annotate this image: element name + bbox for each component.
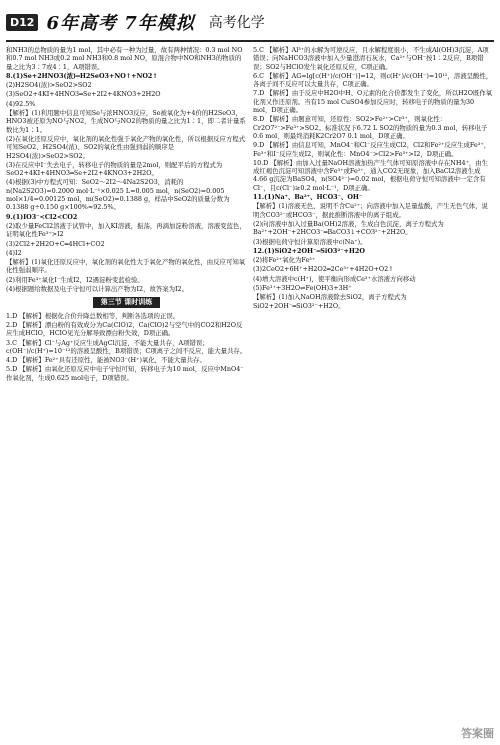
answer-item: (2)取少量FeCl2溶液于试管中，加入KI溶液，振荡，再滴加淀粉溶液，溶液变蓝色，证明氧化性Fe³⁺>I2	[6, 221, 246, 239]
left-column	[6, 46, 247, 383]
answer-item: (3)2Cl2+2H2O+C═4HCl+CO2	[6, 239, 105, 248]
section-title: 第三节 课时训练	[93, 297, 160, 307]
right-column	[253, 46, 494, 383]
analysis-paragraph: (4)根据题给数据及电子守恒可以计算出产物为I2，故答案为I2。	[6, 285, 188, 294]
answer-item: 3.C 【解析】Cl⁻与Ag⁺反应生成AgCl沉淀，不能大量共存，A项错误；c(OH⁻)/c(H⁺)=10⁻¹²的溶液呈酸性，B项错误；C项离子之间不反应，能大量共存。	[6, 338, 247, 355]
answer-item: 9.D 【解析】由信息可知，MnO4⁻和Cl⁻反应生成Cl2，Cl2和Fe²⁺反应生成Fe³⁺，Fe³⁺和I⁻反应生成I2，则氧化性：MnO4⁻>Cl2>Fe³⁺>I2，D项正确。	[253, 141, 491, 158]
answer-item: 2.D 【解析】漂白粉的有效成分为Ca(ClO)2，Ca(ClO)2与空气中的CO2和H2O反应生成HClO，HClO见光分解导致漂白粉失效，D项正确。	[6, 320, 243, 338]
analysis-paragraph: (4)根据(3)中方程式可知：SeO2～2I2～4Na2S2O3，消耗的n(Na2S2O3)=0.2000 mol·L⁻¹×0.025 L=0.005 mol，n(SeO2)=0.005 mol×1/4=0.00125 mol，m(SeO2)=0.1388 g，样品中SeO2的质量分数为0.1388 g÷0.150 g×100%≈92.5%。	[6, 178, 230, 212]
analysis-paragraph: (2)利用Fe³⁺氧化I⁻生成I2，I2遇淀粉变蓝检验。	[6, 275, 144, 284]
analysis-paragraph: (2)在氧化还原反应中，氧化剂的氧化性强于氧化产物的氧化性，所以根据反应方程式可知SeO2、H2SO4(浓)、SO2的氧化性由强到弱的顺序是H2SO4(浓)>SeO2>SO2。	[6, 134, 246, 160]
analysis-paragraph: (2)向溶液中加入过量Ba(OH)2溶液，生成白色沉淀，离子方程式为Ba²⁺+2OH⁻+2HCO3⁻═BaCO3↓+CO3²⁻+2H2O。	[253, 219, 444, 237]
answer-item: 6.C 【解析】AG=lg[c(H⁺)/c(OH⁻)]=12，则c(H⁺)/c(OH⁻)=10¹²，溶液呈酸性，各离子间不反应可以大量共存，C项正确。	[253, 71, 493, 89]
answer-item: 11.(1)Na⁺、Ba²⁺、HCO3⁻、OH⁻	[253, 193, 363, 202]
analysis-paragraph: 【解析】(1)氧化还原反应中，氧化剂的氧化性大于氧化产物的氧化性，由反应可知氧化性强弱顺序。	[6, 258, 246, 275]
answer-item: (3)2CeO2+6H⁺+H2O2═2Ce³⁺+4H2O+O2↑	[253, 265, 394, 274]
answer-item: (2)将Fe²⁺氧化为Fe³⁺	[253, 256, 316, 265]
answer-item: (2)H2SO4(浓)>SeO2>SO2	[6, 81, 92, 90]
analysis-paragraph: 【解析】(1)加入NaOH溶液除去SiO2，离子方程式为SiO2+2OH⁻═SiO3²⁻+H2O。	[253, 293, 407, 310]
answer-item: 5.C 【解析】Al³⁺的水解为可逆反应，且水解程度很小，不生成Al(OH)3沉淀，A项错误；向NaHCO3溶液中加入少量澄清石灰水，Ca²⁺与OH⁻按1∶2反应，B项错误；SO2与HClO发生氧化还原反应，C项正确。	[253, 46, 489, 71]
answer-item: 10.D 【解析】由加入过量NaOH溶液加热产生气体可知原溶液中存在NH4⁺，由生成红褐色沉淀可知溶液中含Fe³⁺或Fe²⁺，通入CO2无现象，加入BaCl2溶液生成4.66 g沉淀为BaSO4，n(SO4²⁻)=0.02 mol，根据电荷守恒可知溶液中一定含有Cl⁻，且c(Cl⁻)≥0.2 mol·L⁻¹，D项正确。	[253, 158, 489, 192]
section-title-bar	[6, 297, 247, 307]
analysis-paragraph: (3)在反应中I⁻失去电子，转移电子的物质的量是2mol，则配平后的方程式为SeO2+4KI+4HNO3═Se+2I2+4KNO3+2H2O。	[6, 160, 223, 178]
answer-item: 1.D 【解析】根据化合价升降总数相等，判断各选项的正误。	[6, 311, 180, 320]
analysis-paragraph: 【解析】(1)溶液无色，说明不含Cu²⁺；向溶液中加入足量盐酸，产生无色气体，说明含CO3²⁻或HCO3⁻，据此推断溶液中的离子组成。	[253, 202, 488, 219]
answer-item: 7.D 【解析】由于反应中H2O中H、O元素的化合价都发生了变化，所以H2O既作氧化剂又作还原剂。当有15 mol CuSO4参加反应时，转移电子的物质的量为30 mol，D项正确。	[253, 89, 493, 115]
answer-item: (4)92.5%	[6, 99, 36, 108]
answer-item: 8.(1)Se+2HNO3(浓)═H2SeO3+NO↑+NO2↑	[6, 71, 158, 80]
watermark-logo: 答案圈	[461, 727, 494, 740]
brand-logo: 6年高考 7年模拟	[46, 13, 195, 34]
answer-item: 4.D 【解析】Fe²⁺具有还原性，能被NO3⁻(H⁺)氧化，不能大量共存。	[6, 356, 206, 365]
page-badge: D12	[6, 14, 38, 31]
answer-item: (3)SeO2+4KI+4HNO3═Se+2I2+4KNO3+2H2O	[6, 90, 161, 99]
analysis-paragraph: (3)根据电荷守恒计算原溶液中c(Na⁺)。	[253, 237, 367, 246]
answer-item: 12.(1)SiO2+2OH⁻═SiO3²⁻+H2O	[253, 246, 365, 255]
answer-item: (4)I2	[6, 248, 22, 257]
answer-item: 9.(1)IO3⁻<Cl2<CO2	[6, 212, 78, 221]
subject-title: 高考化学	[208, 15, 265, 31]
paragraph: 和NH3的总物质的量为1 mol，其中必有一种为过量，故有两种情况：0.3 mol NO和0.7 mol NH3或0.2 mol NH3和0.8 mol NO，原混合物中NO和NH3的物质的量之比为3∶7或4∶1，A项错误。	[6, 46, 243, 71]
analysis-paragraph: 【解析】(1)利用题中信息可知Se与浓HNO3反应，Se被氧化为+4价的H2SeO3，HNO3被还原为NO与NO2，生成NO与NO2的物质的量之比为1∶1，即二者计量系数比为1∶1。	[6, 109, 246, 134]
answer-item: (4)增大溶液中c(H⁺)，使平衡向形成Ce³⁺水溶液方向移动	[253, 274, 416, 283]
answer-item: 5.D 【解析】由氧化还原反应中电子守恒可知，转移电子为10 mol，反应中MnO4⁻作氧化剂，生成0.625 mol电子，D项错误。	[6, 365, 244, 382]
answer-item: 8.D 【解析】由题意可知，还原性：SO2>Fe²⁺>Cr³⁺，则氧化性：Cr2O7²⁻>Fe³⁺>SO2。标准状况下6.72 L SO2的物质的量为0.3 mol，转移电子0.6 mol，则最终消耗K2Cr2O7 0.1 mol，D项正确。	[253, 115, 488, 140]
answer-item: (5)Fe³⁺+3H2O⇌Fe(OH)3+3H⁺	[253, 284, 352, 293]
page-header	[6, 4, 494, 42]
